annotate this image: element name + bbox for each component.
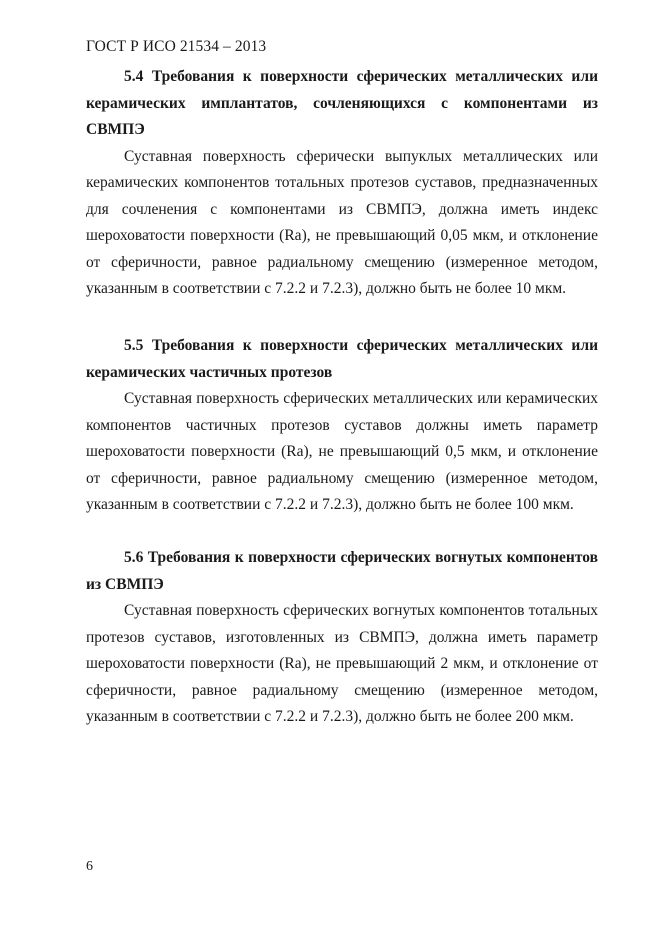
document-header: ГОСТ Р ИСО 21534 – 2013 (86, 38, 267, 55)
section-5-4-paragraph: Суставная поверхность сферически выпуклых металлических или керамических компонентов тотальных протезов суставов, предназначенных для сочленения с компонентами из СВМПЭ, должна иметь индекс шероховатости поверхности (Ra), не превышающий 0,05 мкм, и отклонение от сферичности, равное радиальному смещению (измеренное методом, указанным в соответствии с 7.2.2 и 7.2.3), должно быть не более 10 мкм. (86, 147, 598, 297)
section-5-5-paragraph: Суставная поверхность сферических металлических или керамических компонентов частичных протезов суставов должны иметь параметр шероховатости поверхности (Ra), не превышающий 0,5 мкм, и отклонение от сферичности, равное радиальному смещению (измеренное методом, указанным в соответствии с 7.2.2 и 7.2.3), должно быть не более 100 мкм. (86, 390, 598, 513)
section-5-5-heading: 5.5 Требования к поверхности сферических металлических или керамических частичных протезов (86, 337, 598, 381)
section-5-4 (86, 64, 598, 303)
page-number: 6 (86, 859, 93, 874)
section-5-4-heading: 5.4 Требования к поверхности сферических металлических или керамических имплантатов, сочленяющихся с компонентами из СВМПЭ (86, 68, 598, 138)
section-5-5 (86, 333, 598, 519)
section-5-6-heading: 5.6 Требования к поверхности сферических вогнутых компонентов из СВМПЭ (86, 549, 598, 593)
section-5-6-paragraph: Суставная поверхность сферических вогнутых компонентов тотальных протезов суставов, изготовленных из СВМПЭ, должна иметь параметр шероховатости поверхности (Ra), не превышающий 2 мкм, и отклонение от сферичности, равное радиальному смещению (измеренное методом, указанным в соответствии с 7.2.2 и 7.2.3), должно быть не более 200 мкм. (86, 602, 598, 725)
section-5-6 (86, 545, 598, 731)
